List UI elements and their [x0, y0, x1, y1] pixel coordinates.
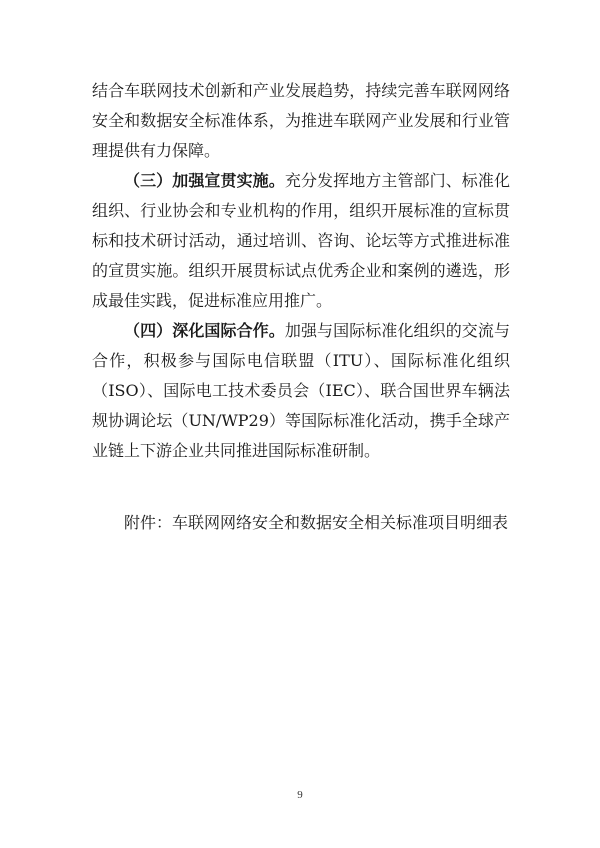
paragraph-international-cooperation	[92, 316, 510, 466]
paragraph-continuation	[92, 76, 510, 166]
page-number: 9	[297, 789, 303, 801]
section-heading: （三）加强宣贯实施。	[124, 171, 285, 190]
paragraph-text: 加强与国际标准化组织的交流与合作，积极参与国际电信联盟（ITU）、国际标准化组织（ISO）、国际电工技术委员会（IEC）、联合国世界车辆法规协调论坛（UN/WP29）等国际标准化活动，携手全球产业链上下游企业共同推进国际标准研制。	[92, 321, 510, 460]
paragraph-text: 充分发挥地方主管部门、标准化组织、行业协会和专业机构的作用，组织开展标准的宣标贯标和技术研讨活动，通过培训、咨询、论坛等方式推进标准的宣贯实施。组织开展贯标试点优秀企业和案例的遴选，形成最佳实践，促进标准应用推广。	[92, 171, 510, 310]
body-text	[92, 76, 510, 466]
paragraph-text: 结合车联网技术创新和产业发展趋势，持续完善车联网网络安全和数据安全标准体系，为推进车联网产业发展和行业管理提供有力保障。	[92, 81, 510, 160]
attachment-note: 附件：车联网网络安全和数据安全相关标准项目明细表	[124, 513, 509, 532]
paragraph-strengthen-implementation	[92, 166, 510, 316]
section-heading: （四）深化国际合作。	[124, 321, 285, 340]
